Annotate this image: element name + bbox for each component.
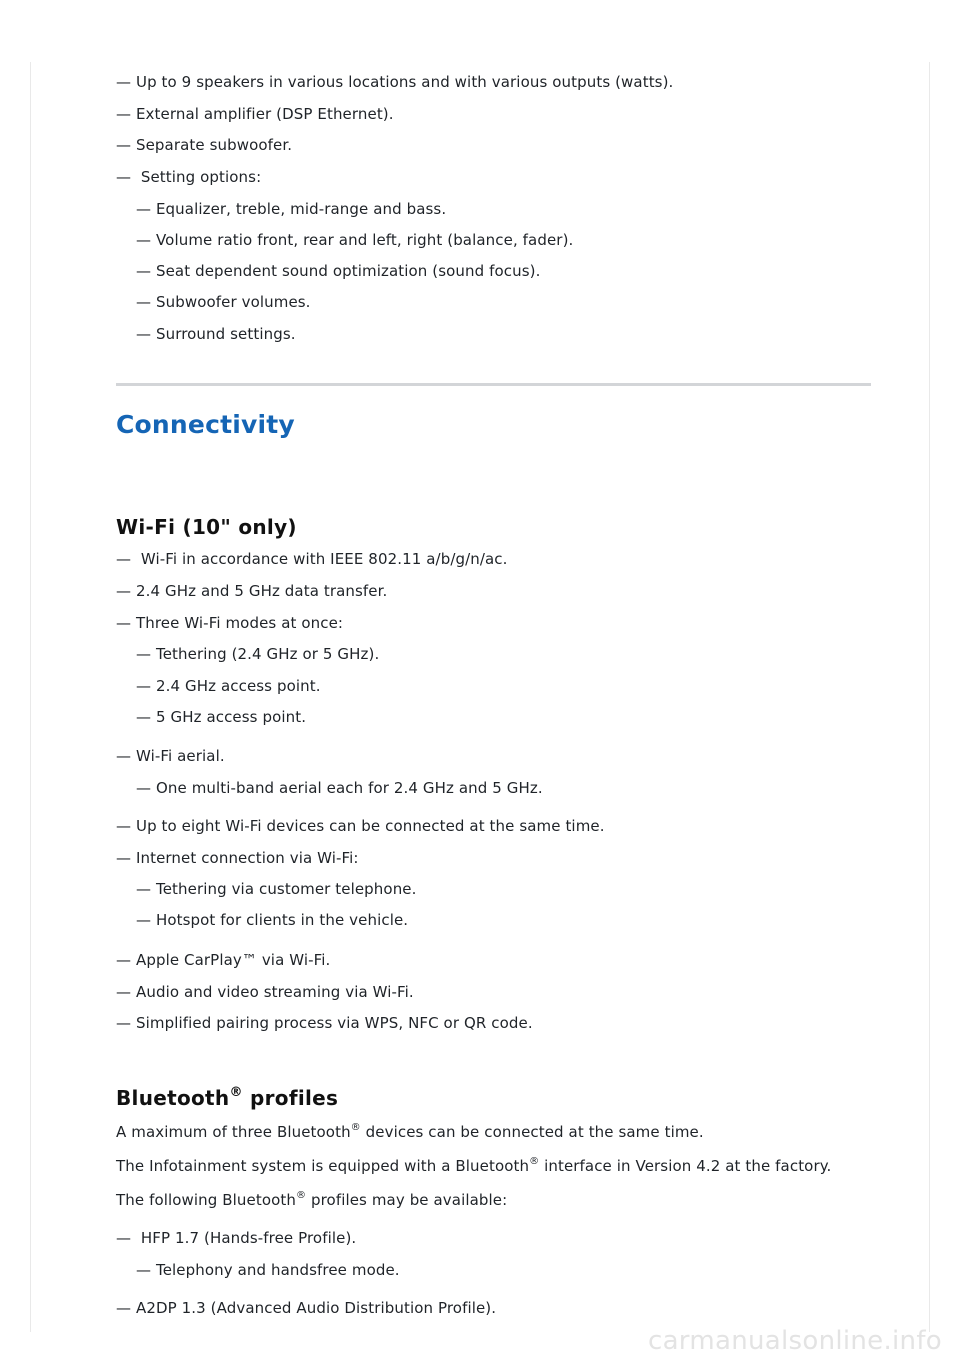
sub-list-item: — Tethering (2.4 GHz or 5 GHz). xyxy=(136,645,380,663)
sub-list-item: — Hotspot for clients in the vehicle. xyxy=(136,911,409,929)
list-item: — External amplifier (DSP Ethernet). xyxy=(116,105,394,123)
list-item: — Wi-Fi aerial. xyxy=(116,747,225,765)
left-margin-line xyxy=(30,62,31,1332)
sub-list-item: — Surround settings. xyxy=(136,325,296,343)
list-item: — Audio and video streaming via Wi-Fi. xyxy=(116,983,414,1001)
sub-list-item: — Telephony and handsfree mode. xyxy=(136,1261,400,1279)
sub-list-item: — Tethering via customer telephone. xyxy=(136,880,417,898)
list-item: — Wi-Fi in accordance with IEEE 802.11 a/b/g/n/ac. xyxy=(116,550,508,568)
list-item: — Setting options: xyxy=(116,168,262,186)
sub-list-item: — 2.4 GHz access point. xyxy=(136,677,321,695)
list-item: — 2.4 GHz and 5 GHz data transfer. xyxy=(116,582,388,600)
wifi-heading: Wi-Fi (10" only) xyxy=(116,515,297,539)
list-item: — HFP 1.7 (Hands-free Profile). xyxy=(116,1229,357,1247)
list-item: — Internet connection via Wi-Fi: xyxy=(116,849,359,867)
right-margin-line xyxy=(929,62,930,1332)
list-item: — Apple CarPlay™ via Wi-Fi. xyxy=(116,951,331,969)
sub-list-item: — Seat dependent sound optimization (sound focus). xyxy=(136,262,541,280)
bluetooth-heading: Bluetooth® profiles xyxy=(116,1085,339,1110)
section-title: Connectivity xyxy=(116,410,295,439)
list-item: — A2DP 1.3 (Advanced Audio Distribution Profile). xyxy=(116,1299,497,1317)
sub-list-item: — Volume ratio front, rear and left, right (balance, fader). xyxy=(136,231,574,249)
sub-list-item: — One multi-band aerial each for 2.4 GHz and 5 GHz. xyxy=(136,779,543,797)
paragraph: The Infotainment system is equipped with a Bluetooth® interface in Version 4.2 at the factory. xyxy=(116,1156,832,1175)
watermark: carmanualsonline.info xyxy=(647,1326,942,1356)
paragraph: The following Bluetooth® profiles may be available: xyxy=(116,1190,508,1209)
list-item: — Three Wi-Fi modes at once: xyxy=(116,614,344,632)
sub-list-item: — Equalizer, treble, mid-range and bass. xyxy=(136,200,447,218)
list-item: — Up to 9 speakers in various locations and with various outputs (watts). xyxy=(116,73,674,91)
list-item: — Separate subwoofer. xyxy=(116,136,293,154)
section-divider xyxy=(116,383,871,386)
paragraph: A maximum of three Bluetooth® devices can be connected at the same time. xyxy=(116,1122,704,1141)
list-item: — Simplified pairing process via WPS, NFC or QR code. xyxy=(116,1014,533,1032)
list-item: — Up to eight Wi-Fi devices can be connected at the same time. xyxy=(116,817,605,835)
sub-list-item: — Subwoofer volumes. xyxy=(136,293,311,311)
sub-list-item: — 5 GHz access point. xyxy=(136,708,307,726)
